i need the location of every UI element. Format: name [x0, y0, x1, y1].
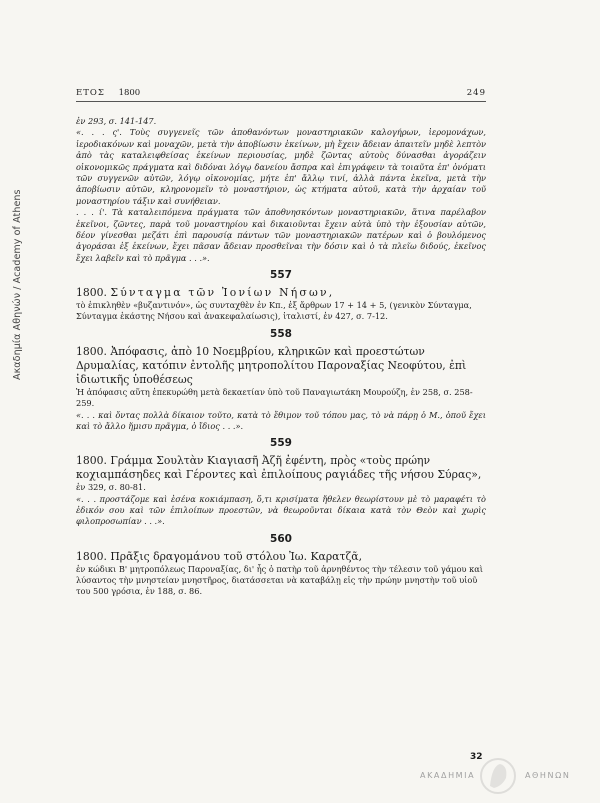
intro-quote-1: «. . . ς'. Τοὺς συγγενεῖς τῶν ἀποθανόντων μοναστηριακῶν καλογήρων, ἱερομονάχων, ἱεροδιακόνων καὶ μοναχῶν, μετὰ τὴν ἀποβίωσιν ἐκείνων, μὴ ἔχειν ἄδειαν ἀπαιτεῖν μηδὲ λεπτὸν ἀπὸ τὰς καταλειφθείσας ἐκείνων περιουσίας, μηδὲ ζῶντας αὐτοὺς δύνασθαι ἀγοράζειν οἰκονομικῶς πράγματα καὶ διδόναι λόγῳ δανείου ἄσπρα καὶ ἐπιγράφειν τὰ τοιαῦτα ἐπ' ὀνόματι τῶν συγγενῶν αὐτῶν, λόγῳ οἰκονομίας, μήτε ἐπ' ἄλλῳ τινί, ἀλλὰ πάντα ἐκεῖνα, μετὰ τὴν ἀποβίωσιν αὐτῶν, κληρονομεῖν τὸ μοναστήριον, ὡς κτήματα αὐτοῦ, κατὰ τὴν ἀρχαίαν τοῦ μοναστηρίου τάξιν καὶ συνήθειαν. — [76, 127, 486, 206]
watermark-right: ΑΘΗΝΩΝ — [524, 771, 571, 780]
entry-year: 1800. — [76, 549, 107, 563]
entry-title — [76, 345, 486, 387]
entry-heading: Σύνταγμα τῶν Ἰονίων Νήσων, — [110, 286, 335, 300]
entry-year: 1800. — [76, 454, 107, 468]
entry-body: Ἡ ἀπόφασις αὕτη ἐπεκυρώθη μετὰ δεκαετίαν ὑπὸ τοῦ Παναγιωτάκη Μουρούζη, ἐν 258, σ. 258-259. — [76, 386, 473, 409]
entry-title — [76, 286, 486, 300]
entry-body: τὸ ἐπικληθὲν «βυζαντινόν», ὡς συνταχθὲν ἐν Κπ., ἐξ ἄρθρων 17 + 14 + 5, (γενικὸν Σύνταγμα, Σύνταγμα ἑκάστης Νήσου καὶ ἀνακεφαλαίωσις), ἰταλιστί, ἐν 427, σ. 7-12. — [76, 300, 472, 322]
running-header — [76, 88, 486, 98]
entry-number: 558 — [270, 327, 292, 340]
intro-quote-2: . . . ί'. Τὰ καταλειπόμενα πράγματα τῶν ἀποθνησκόντων μοναστηριακῶν, ἅτινα παρέλαβον ἐκεῖνοι, ζῶντες, παρὰ τοῦ μοναστηρίου καὶ δικαιοῦνται ἔχειν αὐτὰ ὑπὸ τὴν ἐξουσίαν αὐτῶν, δέον γίνεσθαι μεζάτι ἐπὶ παρουσίᾳ πάντων τῶν μοναστηριακῶν πατέρων καὶ ὁ βουλόμενος ἀγοράσαι ἐξ ἐκείνων, ἔχει πᾶσαν ἄδειαν προσθεῖναι τὴν δόσιν καὶ ὁ τὰ πλεῖω διδούς, ἐκεῖνος ἔχει λαβεῖν καὶ τὸ πρᾶγμα . . .». — [76, 207, 486, 263]
entry-number: 559 — [270, 437, 292, 450]
header-label: ΕΤΟΣ — [76, 88, 105, 98]
watermark-text — [420, 771, 570, 780]
entry-year: 1800. — [76, 286, 107, 300]
intro-reference: ἐν 293, σ. 141-147. — [76, 116, 157, 126]
entry-title — [76, 454, 486, 482]
entry-quote: «. . . καὶ ὄντας πολλὰ δίκαιον τοῦτο, κατὰ τὸ ἔθιμον τοῦ τόπου μας, τὸ νὰ πάρῃ ὁ Μ., ὁποῦ ἔχει καὶ τὸ ἄλλο ἥμισυ πρᾶγμα, ὁ ἴδιος . . .». — [76, 409, 486, 431]
main-text — [76, 116, 486, 598]
footer-page-number: 32 — [470, 752, 483, 762]
header-left — [76, 88, 140, 98]
entry-quote: «. . . προστάζομε καὶ ἐσένα κοκιάμπαση, ὅ,τι κρισίματα ἤθελεν θεωρίστουν μὲ τὸ μαραφέτι τὸ ἐδικόν σου καὶ τῶν ἐπιλοίπων προεστῶν, νὰ θεωροῦνται δίκαια κατὰ τὸν Θεὸν καὶ χωρὶς φιλοπροσωπίαν . . .». — [76, 493, 486, 527]
entry-number: 560 — [270, 532, 292, 545]
entry-number: 557 — [270, 269, 292, 282]
entry-year: 1800. — [76, 344, 107, 358]
archive-credit: Ακαδημία Αθηνών / Academy of Athens — [12, 189, 23, 380]
header-year: 1800 — [118, 88, 141, 98]
header-rule — [76, 101, 486, 102]
entry-title — [76, 550, 486, 564]
entry-heading: Πρᾶξις δραγομάνου τοῦ στόλου Ἰω. Καρατζᾶ, — [110, 549, 363, 563]
watermark-left: ΑΚΑΔΗΜΙΑ — [420, 771, 476, 780]
entry-heading: Ἀπόφασις, ἀπὸ 10 Νοεμβρίου, κληρικῶν καὶ προεστώτων Δρυμαλίας, κατόπιν ἐντολῆς μητροπολίτου Παροναξίας Νεοφύτου, ἐπὶ ἰδιωτικῆς ὑποθέσεως — [76, 344, 467, 386]
entry-body: ἐν 329, σ. 80-81. — [76, 482, 146, 493]
entry-heading: Γράμμα Σουλτὰν Κιαγιασῆ Ἀζῆ ἐφέντη, πρὸς «τοὺς πρώην κοχιαμπάσηδες καὶ Γέροντες καὶ ἐπιλοίπους ραγιάδες τῆς νήσου Σύρας», — [76, 454, 482, 482]
entry-body: ἐν κώδικι Β' μητροπόλεως Παροναξίας, δι' ἧς ὁ πατὴρ τοῦ ἀρνηθέντος τὴν τέλεσιν τοῦ γάμου καὶ λύσαντος τὴν μνηστείαν μνηστῆρος, διατάσσεται νὰ καταβάλῃ εἰς τὴν πρώην μνηστὴν τοῦ υἱοῦ του 500 γρόσια, ἐν 188, σ. 86. — [76, 563, 483, 597]
header-page-number: 249 — [466, 88, 486, 98]
